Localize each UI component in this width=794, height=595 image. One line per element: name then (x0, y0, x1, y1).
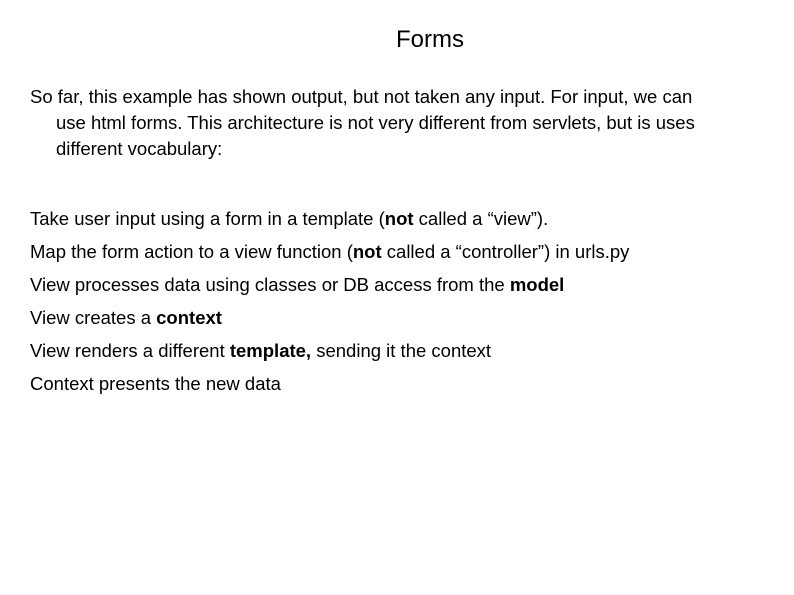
item-text: called a “view”). (413, 208, 549, 229)
list-item (30, 202, 774, 235)
list-item (30, 235, 774, 268)
item-text: View processes data using classes or DB access from the (30, 274, 510, 295)
list-item (30, 268, 774, 301)
item-text: View renders a different (30, 340, 230, 361)
step-list (30, 202, 774, 400)
item-text: Context presents the new data (30, 373, 281, 394)
slide-title: Forms (396, 26, 464, 53)
item-bold-text: model (509, 274, 565, 295)
item-text: called a “controller”) in urls.py (381, 241, 630, 262)
item-text: Take user input using a form in a template ( (30, 208, 385, 229)
list-item (30, 334, 774, 367)
intro-line: So far, this example has shown output, but not taken any input. For input, we can (30, 86, 693, 107)
intro-paragraph (30, 84, 774, 162)
item-bold-text: template, (229, 340, 312, 361)
item-bold-text: not (384, 208, 414, 229)
intro-line: use html forms. This architecture is not very different from servlets, but is uses (56, 112, 695, 133)
intro-line: different vocabulary: (56, 138, 223, 159)
item-bold-text: not (352, 241, 382, 262)
item-bold-text: context (156, 307, 222, 328)
list-item (30, 367, 774, 400)
item-text: Map the form action to a view function ( (30, 241, 353, 262)
item-text: sending it the context (311, 340, 492, 361)
item-text: View creates a (30, 307, 157, 328)
list-item (30, 301, 774, 334)
